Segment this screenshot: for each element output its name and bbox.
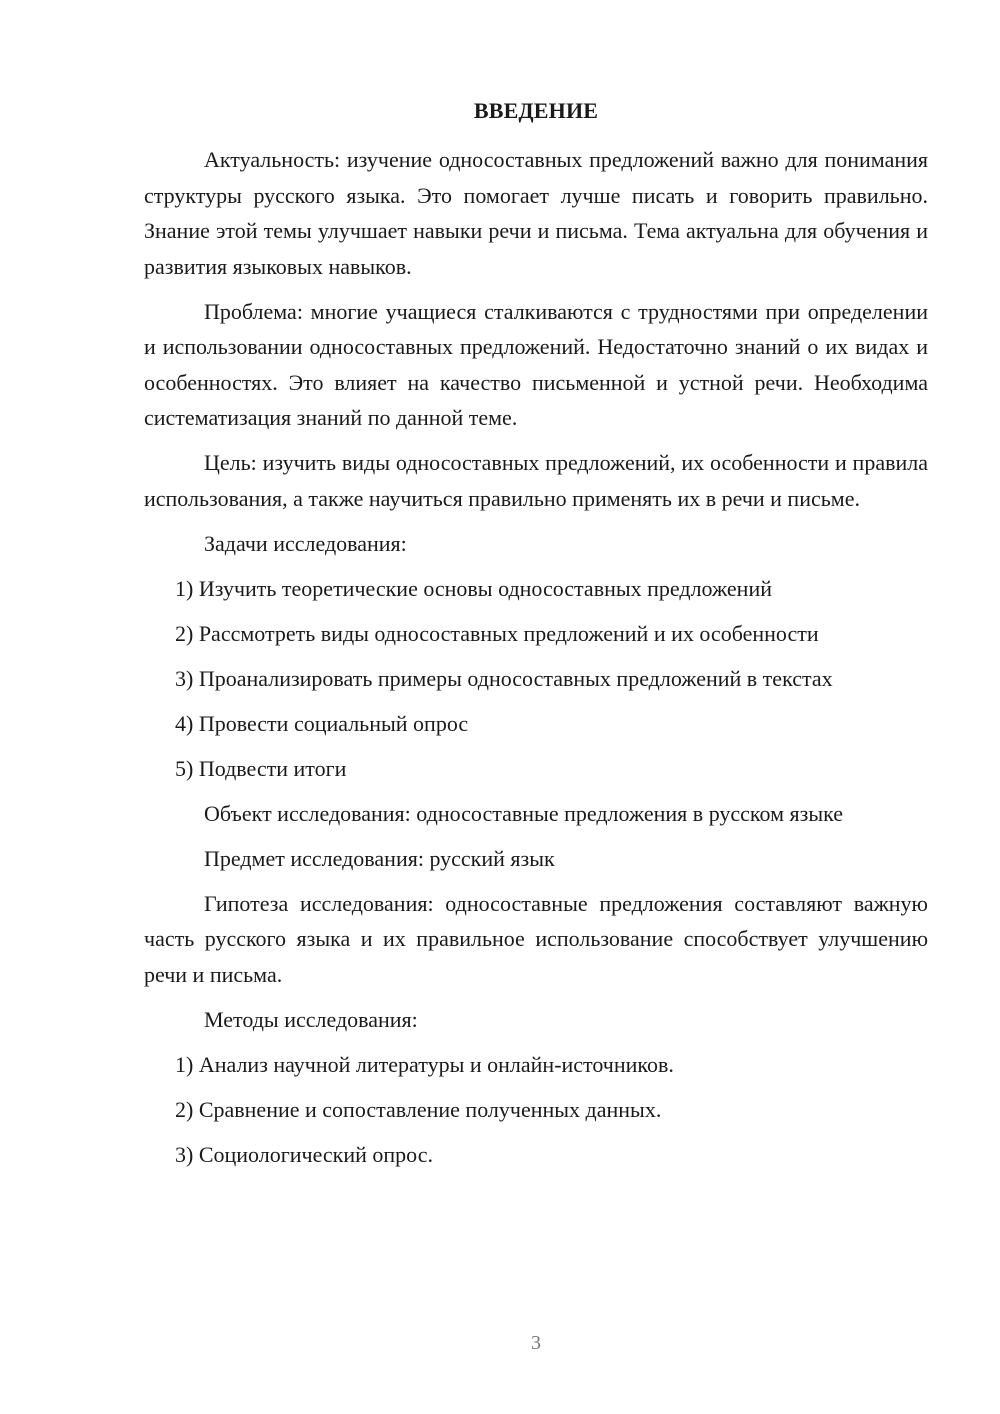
task-item: 5) Подвести итоги	[175, 755, 347, 781]
tasks-heading: Задачи исследования:	[204, 530, 407, 556]
relevance-paragraph: Актуальность: изучение односоставных предложений важно для понимания структуры русского языка. Это помогает лучше писать и говорить правильно. Знание этой темы улучшает навыки речи и письма. Тема актуальна для обучения и развития языковых навыков.	[144, 147, 928, 279]
document-body	[144, 142, 928, 1182]
document-page	[144, 0, 928, 1414]
method-item: 1) Анализ научной литературы и онлайн-источников.	[175, 1051, 674, 1077]
page-number: 3	[531, 1332, 541, 1354]
goal-paragraph: Цель: изучить виды односоставных предложений, их особенности и правила использования, а также научиться правильно применять их в речи и письме.	[144, 450, 928, 511]
problem-paragraph: Проблема: многие учащиеся сталкиваются с трудностями при определении и использовании односоставных предложений. Недостаточно знаний о их видах и особенностях. Это влияет на качество письменной и устной речи. Необходима систематизация знаний по данной теме.	[144, 298, 928, 430]
task-item: 2) Рассмотреть виды односоставных предложений и их особенности	[175, 620, 819, 646]
section-title: ВВЕДЕНИЕ	[473, 98, 599, 123]
research-subject: Предмет исследования: русский язык	[204, 845, 555, 871]
methods-heading: Методы исследования:	[204, 1006, 418, 1032]
method-item: 3) Социологический опрос.	[175, 1141, 433, 1167]
method-item: 2) Сравнение и сопоставление полученных данных.	[175, 1096, 662, 1122]
research-object: Объект исследования: односоставные предложения в русском языке	[204, 800, 843, 826]
task-item: 3) Проанализировать примеры односоставных предложений в текстах	[175, 665, 833, 691]
task-item: 1) Изучить теоретические основы односоставных предложений	[175, 575, 772, 601]
hypothesis-paragraph: Гипотеза исследования: односоставные предложения составляют важную часть русского языка и их правильное использование способствует улучшению речи и письма.	[144, 890, 928, 987]
task-item: 4) Провести социальный опрос	[175, 710, 469, 736]
